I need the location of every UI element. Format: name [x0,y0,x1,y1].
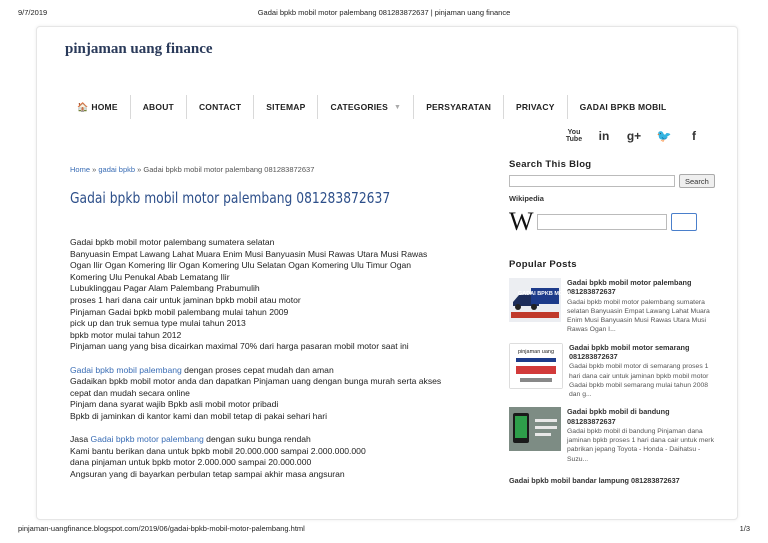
search-row [509,174,719,188]
post-line: pick up dan truk semua type mulai tahun 2013 [70,318,246,329]
print-footer [18,524,750,536]
popular-post-snippet: Gadai bpkb mobil motor di semarang proses 1 hari dana cair untuk jaminan bpkb mobil motor Gadai bpkb mobil semarang mulai tahun 2008 dan g... [569,363,709,399]
thumbnail-label: GADAI BPKB MOBIL [517,291,573,297]
popular-post-thumbnail[interactable] [509,407,561,451]
print-url: pinjaman-uangfinance.blogspot.com/2019/06/gadai-bpkb-mobil-motor-palembang.html [18,524,305,533]
post-line: proses 1 hari dana cair untuk jaminan bpkb mobil atau motor [70,294,301,305]
wikipedia-search [509,209,719,235]
post-line: cepat dan mudah secara online [70,387,190,398]
popular-post[interactable] [509,407,719,464]
post-line: Pinjam dana syarat wajib Bpkb asli mobil motor pribadi [70,399,279,410]
post-title[interactable]: Gadai bpkb mobil motor palembang 081283872637 [70,189,391,207]
gadai-bpkb-motor-palembang-link[interactable]: Gadai bpkb motor palembang [90,434,204,445]
wikipedia-input[interactable] [537,214,667,230]
print-date: 9/7/2019 [18,8,48,17]
nav-sitemap[interactable]: SITEMAP [254,95,318,119]
popular-post-title[interactable]: Gadai bpkb mobil motor palembang 081283872637 [567,278,692,297]
breadcrumb-category[interactable]: gadai bpkb [98,165,136,174]
phone-thumbnail-icon [509,407,561,451]
post-line: dana pinjaman untuk bpkb motor 2.000.000 sampai 20.000.000 [70,457,312,468]
google-plus-icon[interactable]: g+ [626,129,642,143]
post-line: Angsuran yang di bayarkan perbulan tetap sampai akhir masa angsuran [70,468,345,479]
breadcrumb [70,165,314,174]
paragraph-gap [70,353,490,365]
print-page-number: 1/3 [739,524,750,533]
popular-post-thumbnail[interactable] [509,343,563,389]
post-line-text: dengan proses cepat mudah dan aman [181,364,334,375]
nav-home[interactable] [65,95,131,119]
breadcrumb-home[interactable]: Home [70,165,91,174]
social-links [559,129,709,143]
popular-post-text [569,343,717,400]
nav-about[interactable]: ABOUT [131,95,187,119]
gadai-bpkb-mobil-palembang-link[interactable]: Gadai bpkb mobil palembang [70,364,182,375]
search-input[interactable] [509,175,675,187]
breadcrumb-current: Gadai bpkb mobil motor palembang 081283872637 [143,165,315,174]
popular-post-title[interactable]: Gadai bpkb mobil di bandung 081283872637 [567,407,670,426]
post-body [70,237,490,480]
popular-post-title[interactable]: Gadai bpkb mobil motor semarang 081283872637 [569,342,690,362]
nav-persyaratan[interactable]: PERSYARATAN [414,95,504,119]
chevron-down-icon: ▼ [394,103,402,111]
popular-post-title[interactable]: Gadai bpkb mobil bandar lampung 081283872637 [509,475,680,485]
print-page-title: Gadai bpkb mobil motor palembang 081283872637 | pinjaman uang finance [257,8,511,17]
post-line: Pinjaman uang yang bisa dicairkan maximal 70% dari harga pasaran mobil motor saat ini [70,341,409,352]
paragraph-gap [70,423,490,435]
post-line: Ogan Ilir Ogan Komering Ilir Ogan Komering Ulu Selatan Ogan Komering Ulu Timur Ogan [70,260,412,271]
search-button[interactable]: Search [679,174,715,188]
post-line: Gadai bpkb mobil motor palembang sumatera selatan [70,237,275,247]
twitter-icon[interactable]: 🐦 [656,129,672,143]
post-line [70,434,490,446]
print-header [18,8,750,20]
nav-home-label: HOME [91,102,118,112]
nav-privacy[interactable]: PRIVACY [504,95,568,119]
popular-posts-heading: Popular Posts [509,259,577,270]
post-line-text: dengan suku bunga rendah [203,434,311,445]
popular-post-text [567,407,715,464]
post-line: Gadaikan bpkb mobil motor anda dan dapatkan Pinjaman uang dengan bunga murah serta akses [70,376,442,387]
post-line: Bpkb di jaminkan di kantor kami dan mobil tetap di pakai sehari hari [70,410,327,421]
nav-gadai-bpkb-mobil[interactable]: GADAI BPKB MOBIL [579,102,667,112]
nav-categories[interactable] [318,95,414,119]
popular-post-thumbnail[interactable] [509,278,573,322]
popular-post-snippet: Gadai bpkb mobil di bandung Pinjaman dana jaminan bpkb proses 1 hari dana cair untuk merk pabrikan jepang Toyota - Honda - Daihatsu - Suzu... [567,428,714,463]
popular-post[interactable] [509,278,719,335]
thumbnail-label: pinjaman uang [517,348,555,355]
breadcrumb-separator: » [90,165,99,174]
wikipedia-label: Wikipedia [509,194,544,203]
post-line-text: Jasa [70,434,91,445]
sidebar [509,159,719,485]
breadcrumb-separator: » [135,165,144,174]
popular-post[interactable] [509,343,719,400]
popular-post-snippet: Gadai bpkb mobil motor palembang sumatera selatan Banyuasin Empat Lawang Lahat Muara Enim Musi Banyuasin Musi Rawas Utara Musi Rawas Ogan I... [567,298,710,334]
banner-thumbnail-icon [510,344,562,388]
wikipedia-search-button[interactable] [671,213,697,231]
post-line: bpkb motor mulai tahun 2012 [70,329,182,340]
linkedin-icon[interactable]: in [598,129,610,143]
popular-post-text [567,278,715,335]
nav-categories-label: CATEGORIES [330,102,389,112]
facebook-icon[interactable]: f [692,129,696,143]
search-heading: Search This Blog [509,159,592,170]
wikipedia-logo-icon: W [509,207,534,236]
youtube-icon[interactable]: You Tube [565,129,583,143]
home-icon: 🏠 [77,101,89,112]
post-line [70,365,490,377]
post-line: Kami bantu berikan dana untuk bpkb mobil 20.000.000 sampai 2.000.000.000 [70,445,366,456]
post-line: Banyuasin Empat Lawang Lahat Muara Enim Musi Banyuasin Musi Rawas Utara Musi Rawas [70,248,428,259]
post-line: Pinjaman Gadai bpkb mobil palembang mulai tahun 2009 [70,306,289,317]
nav-contact[interactable]: CONTACT [187,95,254,119]
post-line: Komering Ulu Penukal Abab Lematang Ilir [70,271,230,282]
post-line: Lubuklinggau Pagar Alam Palembang Prabumulih [70,283,260,294]
blog-title[interactable]: pinjaman uang finance [65,41,213,57]
car-thumbnail-icon [509,278,573,322]
main-nav [65,95,675,119]
blog-page [36,26,738,520]
